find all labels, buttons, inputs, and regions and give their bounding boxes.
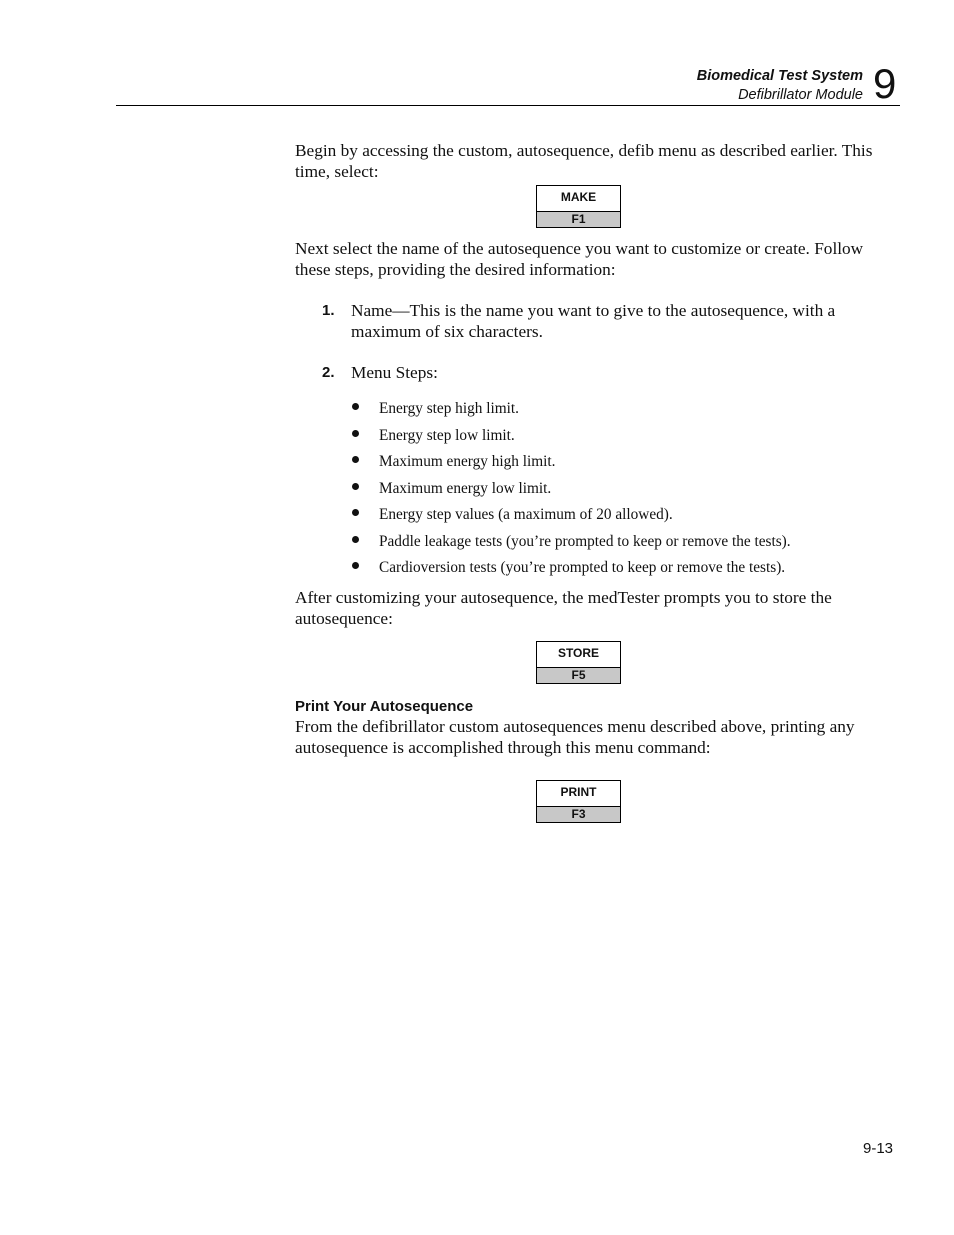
bullet-icon	[352, 456, 359, 463]
intro-paragraph: Begin by accessing the custom, autosequence, defib menu as described earlier. This time, select:	[295, 141, 873, 181]
bullet-icon	[352, 430, 359, 437]
bullet-icon	[352, 403, 359, 410]
page-number: 9-13	[863, 1140, 894, 1157]
make-softkey	[536, 185, 621, 228]
bullet-icon	[352, 536, 359, 543]
header-title: Biomedical Test System	[696, 68, 863, 84]
running-header	[697, 67, 863, 105]
bullet-icon	[352, 562, 359, 569]
next-paragraph: Next select the name of the autosequence you want to customize or create. Follow these steps, providing the desired information:	[295, 239, 864, 279]
chapter-number: 9	[873, 60, 897, 107]
section-heading: Print Your Autosequence	[295, 698, 474, 715]
store-softkey	[536, 641, 621, 684]
step-number: 2.	[322, 364, 335, 381]
bullet-icon	[352, 483, 359, 490]
print-softkey-key: F3	[537, 807, 620, 822]
make-softkey-key: F1	[537, 212, 620, 227]
step-text: Menu Steps:	[351, 363, 438, 382]
bullet-icon	[352, 509, 359, 516]
store-softkey-key: F5	[537, 668, 620, 683]
after-paragraph: After customizing your autosequence, the medTester prompts you to store the autosequence:	[295, 588, 832, 628]
print-softkey-label: PRINT	[537, 781, 620, 807]
print-paragraph: From the defibrillator custom autosequences menu described above, printing any autosequence is accomplished through this menu command:	[295, 717, 855, 757]
print-softkey	[536, 780, 621, 823]
header-rule	[116, 105, 900, 106]
step-number: 1.	[322, 302, 335, 319]
step-text: Name—This is the name you want to give to the autosequence, with a maximum of six characters.	[351, 301, 836, 341]
header-subtitle: Defibrillator Module	[738, 87, 863, 103]
store-softkey-label: STORE	[537, 642, 620, 668]
make-softkey-label: MAKE	[537, 186, 620, 212]
